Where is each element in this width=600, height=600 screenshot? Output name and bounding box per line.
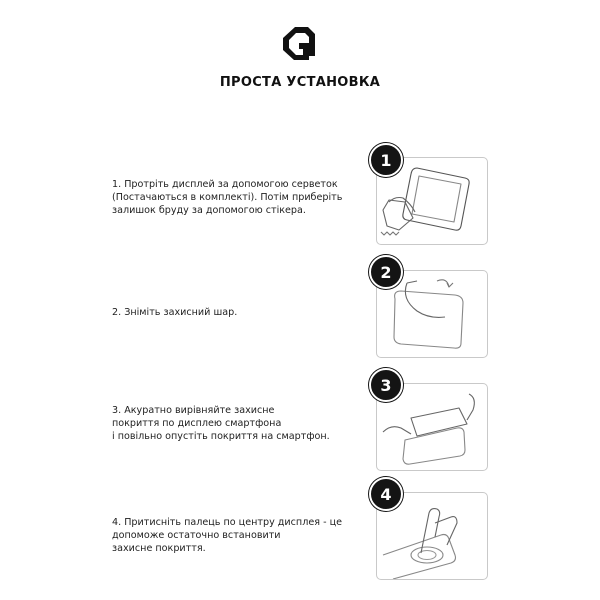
step-2-text: 2. Зніміть захисний шар. [112,307,238,318]
step-2-badge: 2 [369,255,403,289]
step-1-badge: 1 [369,143,403,177]
brand-logo-icon [281,24,319,60]
step-1-text: 1. Протріть дисплей за допомогою серветок (Постачаються в комплекті). Потім приберіть залишок бруду за допомогою стікера. [112,179,343,216]
step-4-text: 4. Притисніть палець по центру дисплея - це допоможе остаточно встановити захисне покриття. [112,517,343,554]
step-3-badge: 3 [369,368,403,402]
page-title: ПРОСТА УСТАНОВКА [219,75,381,90]
step-3-text: 3. Акуратно вирівняйте захисне покриття по дисплею смартфона і повільно опустіть покриття на смартфон. [112,405,330,442]
step-4-badge: 4 [369,477,403,511]
